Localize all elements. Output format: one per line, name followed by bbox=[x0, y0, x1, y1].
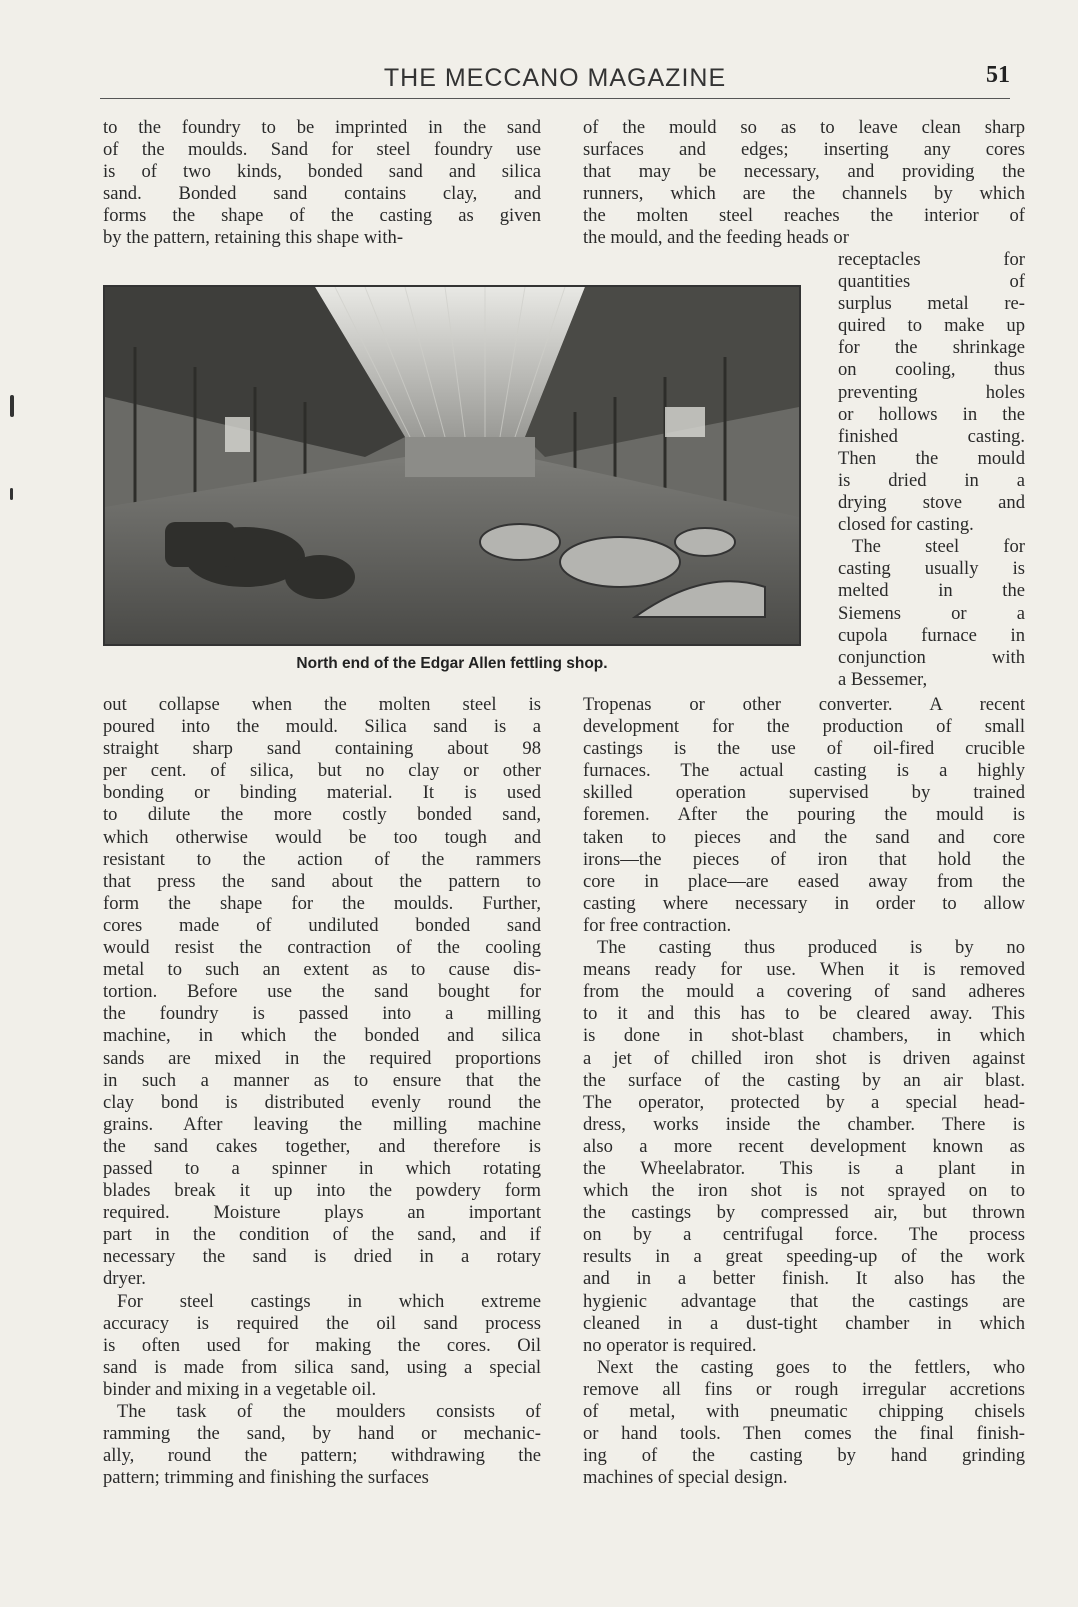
text-line: ing of the casting by hand grinding bbox=[583, 1445, 1025, 1467]
text-line: preventing holes bbox=[838, 381, 1025, 403]
text-line: cupola furnace in bbox=[838, 624, 1025, 646]
text-line: irons—the pieces of iron that hold the bbox=[583, 848, 1025, 870]
text-line: drying stove and bbox=[838, 492, 1025, 514]
photo-caption: North end of the Edgar Allen fettling shop. bbox=[296, 655, 608, 672]
text-line: results in a great speeding-up of the work bbox=[583, 1246, 1025, 1268]
text-line: a jet of chilled iron shot is driven against bbox=[583, 1047, 1025, 1069]
text-line: from the mould a covering of sand adheres bbox=[583, 981, 1025, 1003]
text-line: by the pattern, retaining this shape with- bbox=[103, 227, 404, 249]
text-line: required. Moisture plays an important bbox=[103, 1202, 541, 1224]
text-line: of metal, with pneumatic chipping chisels bbox=[583, 1401, 1025, 1422]
right-column-narrow-text bbox=[838, 249, 1025, 691]
text-line: remove all fins or rough irregular accretions bbox=[583, 1378, 1025, 1400]
text-line: to the foundry to be imprinted in the sand bbox=[103, 117, 541, 138]
text-line: is often used for making the cores. Oil bbox=[103, 1334, 541, 1356]
text-line: metal to such an extent as to cause dis- bbox=[103, 959, 541, 981]
text-line: taken to pieces and the sand and core bbox=[583, 826, 1025, 848]
text-line: dress, works inside the chamber. There is bbox=[583, 1113, 1025, 1135]
text-line: per cent. of silica, but no clay or other bbox=[103, 760, 541, 782]
text-line: that may be necessary, and providing the bbox=[583, 161, 1025, 183]
text-line: would resist the contraction of the cooling bbox=[103, 937, 541, 959]
text-line: furnaces. The actual casting is a highly bbox=[583, 760, 1025, 782]
text-line: core in place—are eased away from the bbox=[583, 870, 1025, 892]
margin-mark bbox=[10, 488, 13, 500]
text-line: is dried in a bbox=[838, 469, 1025, 491]
text-line: passed to a spinner in which rotating bbox=[103, 1157, 541, 1179]
text-line: straight sharp sand containing about 98 bbox=[103, 738, 541, 760]
text-line: Next the casting goes to the fettlers, who bbox=[597, 1356, 1025, 1378]
text-line: clay bond is distributed evenly round the bbox=[103, 1091, 541, 1113]
text-line: the molten steel reaches the interior of bbox=[583, 205, 1025, 227]
text-line: in such a manner as to ensure that the bbox=[103, 1069, 541, 1091]
text-line: The task of the moulders consists of bbox=[117, 1401, 541, 1422]
text-line: the Wheelabrator. This is a plant in bbox=[583, 1157, 1025, 1179]
text-line: necessary the sand is dried in a rotary bbox=[103, 1246, 541, 1268]
text-line: machines of special design. bbox=[583, 1467, 788, 1489]
text-line: is of two kinds, bonded sand and silica bbox=[103, 161, 541, 183]
text-line: out collapse when the molten steel is bbox=[103, 694, 541, 715]
text-line: closed for casting. bbox=[838, 514, 974, 536]
text-line: Tropenas or other converter. A recent bbox=[583, 694, 1025, 715]
text-line: Siemens or a bbox=[838, 602, 1025, 624]
text-line: a Bessemer, bbox=[838, 668, 928, 690]
page-number: 51 bbox=[986, 62, 1010, 88]
right-column-top-text bbox=[583, 117, 1025, 250]
text-line: part in the condition of the sand, and if bbox=[103, 1224, 541, 1246]
text-line: ally, round the pattern; withdrawing the bbox=[103, 1445, 541, 1467]
text-line: quantities of bbox=[838, 271, 1025, 293]
text-line: The casting thus produced is by no bbox=[597, 937, 1025, 959]
text-line: bonding or binding material. It is used bbox=[103, 782, 541, 804]
text-line: sands are mixed in the required proportions bbox=[103, 1047, 541, 1069]
text-line: the surface of the casting by an air blast. bbox=[583, 1069, 1025, 1091]
text-line: binder and mixing in a vegetable oil. bbox=[103, 1378, 377, 1400]
text-line: castings is the use of oil-fired crucible bbox=[583, 738, 1025, 760]
text-line: quired to make up bbox=[838, 315, 1025, 337]
text-line: which otherwise would be too tough and bbox=[103, 826, 541, 848]
text-line: to it and this has to be cleared away. This bbox=[583, 1003, 1025, 1025]
text-line: surplus metal re- bbox=[838, 293, 1025, 315]
text-line: pattern; trimming and finishing the surfaces bbox=[103, 1467, 429, 1489]
text-line: is done in shot-blast chambers, in which bbox=[583, 1025, 1025, 1047]
fettling-shop-image bbox=[105, 287, 799, 644]
text-line: and in a better finish. It also has the bbox=[583, 1268, 1025, 1290]
text-line: foremen. After the pouring the mould is bbox=[583, 804, 1025, 826]
text-line: on by a centrifugal force. The process bbox=[583, 1224, 1025, 1246]
text-line: casting where necessary in order to allow bbox=[583, 892, 1025, 914]
right-column-bottom-text bbox=[583, 694, 1025, 1489]
text-line: Then the mould bbox=[838, 447, 1025, 469]
text-line: grains. After leaving the milling machine bbox=[103, 1113, 541, 1135]
text-line: the sand cakes together, and therefore is bbox=[103, 1135, 541, 1157]
margin-mark bbox=[10, 395, 14, 417]
text-line: machine, in which the bonded and silica bbox=[103, 1025, 541, 1047]
magazine-title: THE MECCANO MAGAZINE bbox=[383, 64, 727, 92]
text-line: or hollows in the bbox=[838, 403, 1025, 425]
text-line: resistant to the action of the rammers bbox=[103, 848, 541, 870]
text-line: cores made of undiluted bonded sand bbox=[103, 914, 541, 936]
text-line: that press the sand about the pattern to bbox=[103, 870, 541, 892]
text-line: hygienic advantage that the castings are bbox=[583, 1290, 1025, 1312]
text-line: the castings by compressed air, but thrown bbox=[583, 1202, 1025, 1224]
text-line: blades break it up into the powdery form bbox=[103, 1180, 541, 1202]
text-line: conjunction with bbox=[838, 646, 1025, 668]
text-line: means ready for use. When it is removed bbox=[583, 959, 1025, 981]
text-line: form the shape for the moulds. Further, bbox=[103, 892, 541, 914]
left-column-top-text bbox=[103, 117, 541, 250]
text-line: development for the production of small bbox=[583, 716, 1025, 738]
text-line: also a more recent development known as bbox=[583, 1135, 1025, 1157]
text-line: sand is made from silica sand, using a special bbox=[103, 1356, 541, 1378]
text-line: skilled operation supervised by trained bbox=[583, 782, 1025, 804]
text-line: The steel for bbox=[852, 536, 1025, 558]
page-header bbox=[100, 62, 1010, 99]
text-line: surfaces and edges; inserting any cores bbox=[583, 139, 1025, 161]
text-line: receptacles for bbox=[838, 249, 1025, 270]
text-line: melted in the bbox=[838, 580, 1025, 602]
text-line: forms the shape of the casting as given bbox=[103, 205, 541, 227]
text-line: of the moulds. Sand for steel foundry use bbox=[103, 139, 541, 161]
text-line: finished casting. bbox=[838, 425, 1025, 447]
text-line: for the shrinkage bbox=[838, 337, 1025, 359]
text-line: ramming the sand, by hand or mechanic- bbox=[103, 1423, 541, 1445]
text-line: sand. Bonded sand contains clay, and bbox=[103, 183, 541, 205]
text-line: accuracy is required the oil sand process bbox=[103, 1312, 541, 1334]
fettling-shop-photo bbox=[103, 285, 801, 646]
left-column-bottom-text bbox=[103, 694, 541, 1489]
text-line: poured into the mould. Silica sand is a bbox=[103, 716, 541, 738]
text-line: which the iron shot is not sprayed on to bbox=[583, 1180, 1025, 1202]
text-line: the foundry is passed into a milling bbox=[103, 1003, 541, 1025]
text-line: The operator, protected by a special head- bbox=[583, 1091, 1025, 1113]
text-line: For steel castings in which extreme bbox=[117, 1290, 541, 1312]
text-line: of the mould so as to leave clean sharp bbox=[583, 117, 1025, 138]
text-line: the mould, and the feeding heads or bbox=[583, 227, 849, 249]
text-line: casting usually is bbox=[838, 558, 1025, 580]
text-line: cleaned in a dust-tight chamber in which bbox=[583, 1312, 1025, 1334]
text-line: tortion. Before use the sand bought for bbox=[103, 981, 541, 1003]
text-line: on cooling, thus bbox=[838, 359, 1025, 381]
text-line: to dilute the more costly bonded sand, bbox=[103, 804, 541, 826]
text-line: for free contraction. bbox=[583, 914, 732, 936]
text-line: dryer. bbox=[103, 1268, 146, 1290]
text-line: or hand tools. Then comes the final finish- bbox=[583, 1423, 1025, 1445]
text-line: runners, which are the channels by which bbox=[583, 183, 1025, 205]
text-line: no operator is required. bbox=[583, 1334, 757, 1356]
